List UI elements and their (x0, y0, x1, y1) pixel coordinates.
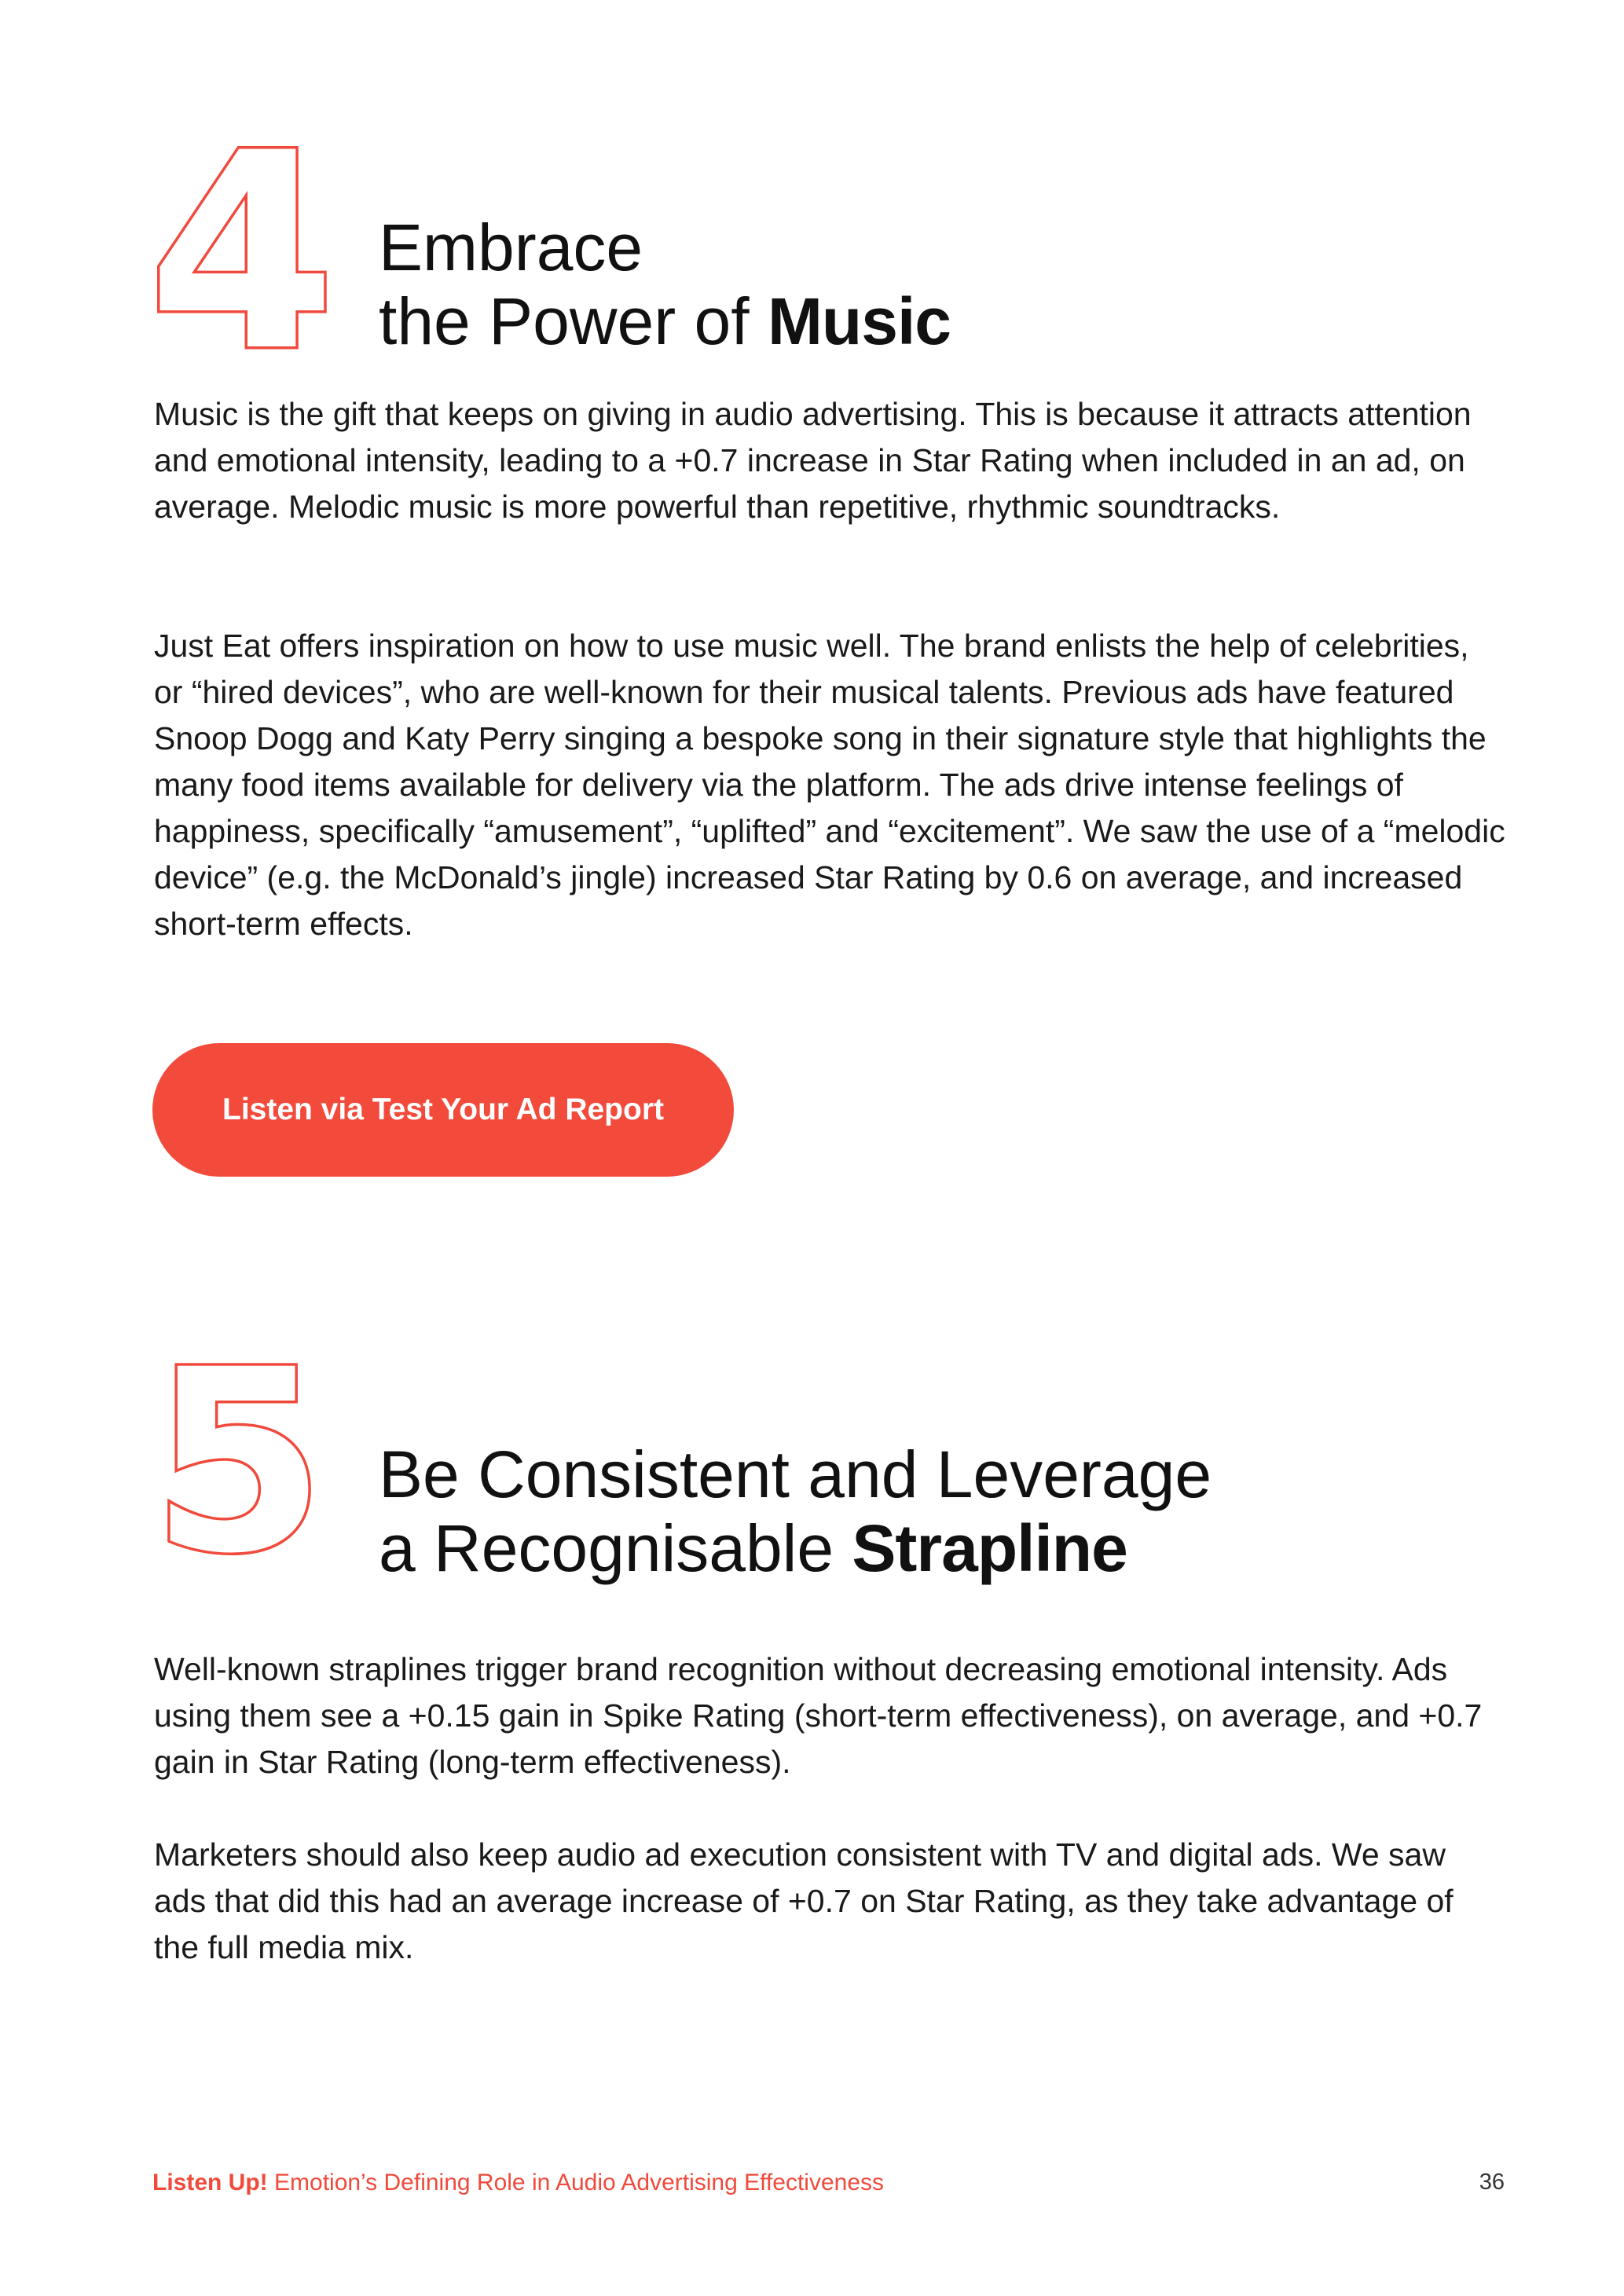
section-4-heading-line1: Embrace (379, 211, 643, 284)
section-number-4: 4 (148, 96, 329, 411)
section-5-paragraph-2: Marketers should also keep audio ad execution consistent with TV and digital ads. We saw ads that did this had an average increase of +0.7 on Star Rating, as they take advantage of the full media mix. (154, 1836, 1454, 1965)
section-5-paragraph-1: Well-known straplines trigger brand recognition without decreasing emotional intensity. Ads using them see a +0.15 gain in Spike Rating (short-term effectiveness), on average, and +0.7 gain in Star Rating (long-term effectiveness). (154, 1651, 1483, 1780)
section-4-heading-line2 (379, 284, 951, 358)
section-5-heading (379, 1437, 1212, 1585)
section-4-heading (379, 211, 951, 358)
footer-document-title: Emotion’s Defining Role in Audio Advertising Effectiveness (267, 2170, 885, 2195)
section-4-paragraph-1: Music is the gift that keeps on giving in audio advertising. This is because it attracts attention and emotional intensity, leading to a +0.7 increase in Star Rating when included in an ad, on average. Melodic music is more powerful than repetitive, rhythmic soundtracks. (154, 396, 1472, 525)
listen-report-button[interactable]: Listen via Test Your Ad Report (152, 1043, 734, 1177)
footer-title (152, 2170, 884, 2196)
page-number: 36 (1479, 2170, 1505, 2195)
section-number-5: 5 (151, 1316, 326, 1609)
section-4-heading-regular: the Power of (379, 284, 768, 358)
section-5-heading-line2 (379, 1511, 1212, 1585)
section-5-heading-regular: a Recognisable (379, 1511, 852, 1585)
section-5-heading-bold: Strapline (852, 1511, 1127, 1585)
footer-brand: Listen Up! (152, 2170, 268, 2195)
section-4-paragraph-2: Just Eat offers inspiration on how to use music well. The brand enlists the help of celebrities, or “hired devices”, who are well-known for their musical talents. Previous ads have featured Snoop Dogg and Katy Perry singing a bespoke song in their signature style that highlights the many food items available for delivery via the platform. The ads drive intense feelings of happiness, specifically “amusement”, “uplifted” and “excitement”. We saw the use of a “melodic device” (e.g. the McDonald’s jingle) increased Star Rating by 0.6 on average, and increased short-term effects. (154, 628, 1505, 942)
section-4-heading-bold: Music (767, 284, 951, 358)
section-5-heading-line1: Be Consistent and Leverage (379, 1437, 1212, 1511)
